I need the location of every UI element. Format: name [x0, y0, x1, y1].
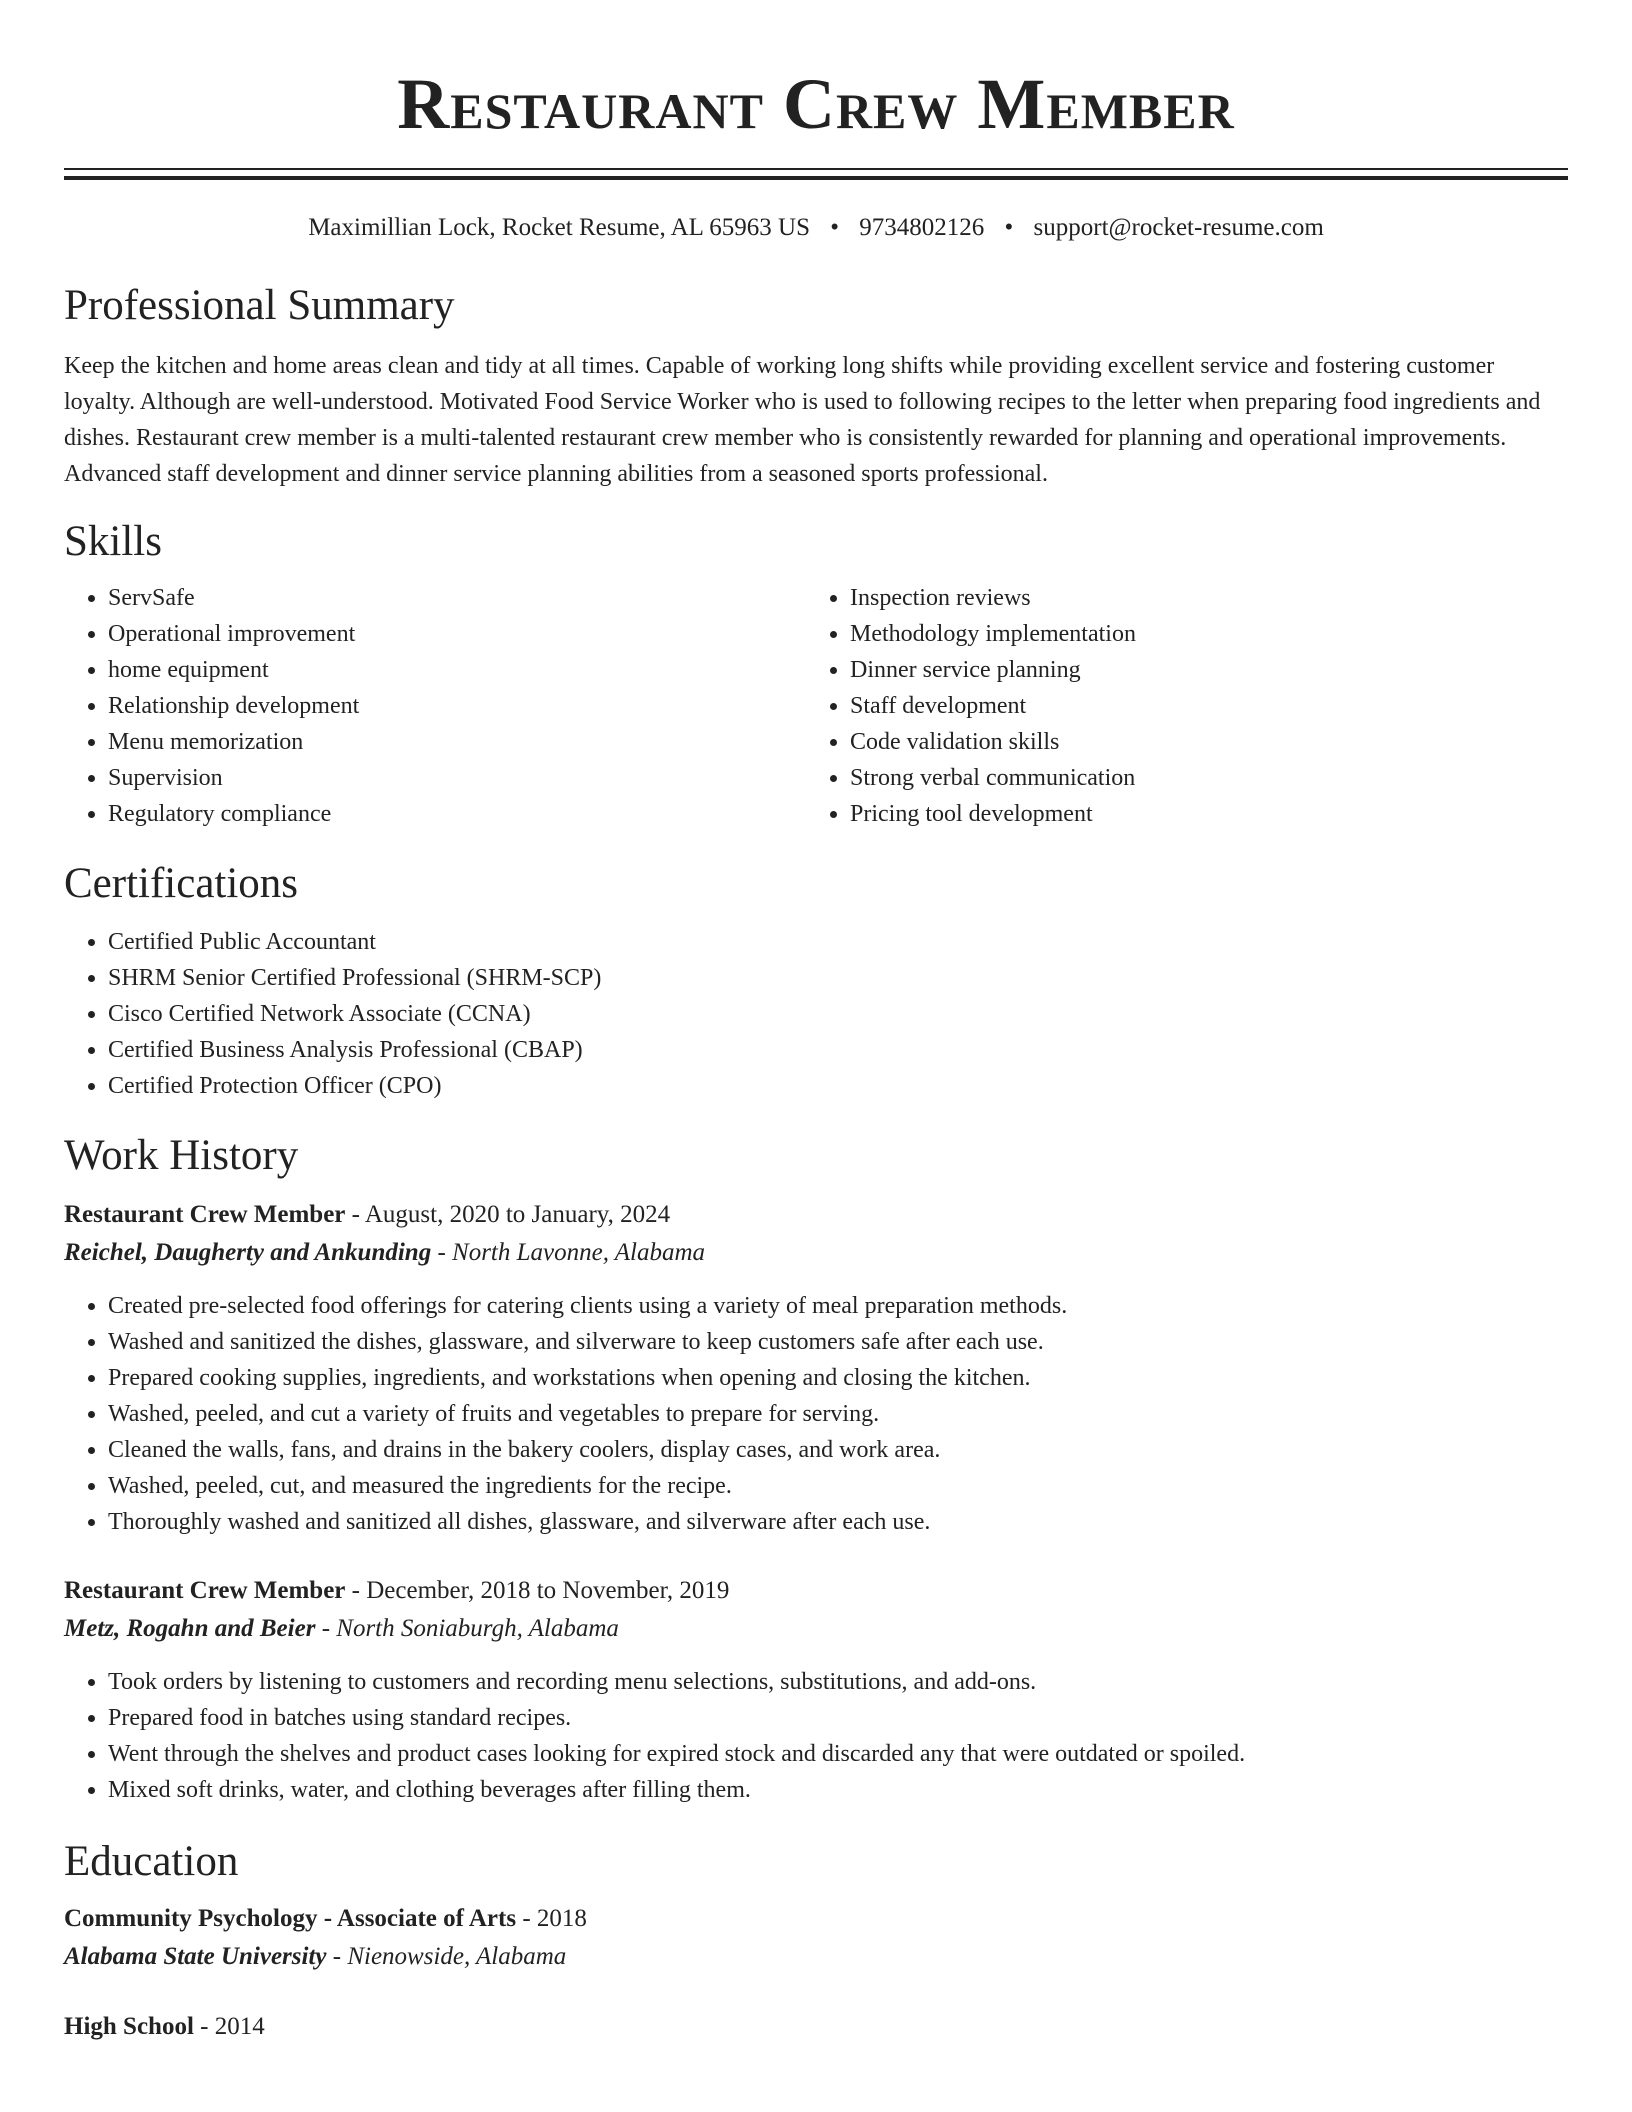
job-title-line [64, 1572, 1568, 1610]
job-bullet: • Created pre-selected food offerings for catering clients using a variety of meal preparation methods. [108, 1288, 1568, 1324]
job-bullet: • Prepared food in batches using standard recipes. [108, 1700, 1568, 1736]
skill-item: • Code validation skills [850, 724, 1590, 760]
skill-item: • Relationship development [108, 688, 806, 724]
skills-list-left [64, 580, 806, 832]
skill-item: • Inspection reviews [850, 580, 1590, 616]
education-year: - 2014 [200, 2013, 265, 2040]
job-dates: - August, 2020 to January, 2024 [351, 1201, 671, 1228]
education-degree-line [64, 1900, 1568, 1938]
job-title: Restaurant Crew Member [64, 1201, 346, 1228]
job-bullet: • Mixed soft drinks, water, and clothing beverages after filling them. [108, 1772, 1568, 1808]
skill-item: • Dinner service planning [850, 652, 1590, 688]
job-bullets [64, 1664, 1568, 1808]
education-school-line [64, 1938, 1568, 1976]
skill-item: • Supervision [108, 760, 806, 796]
job-bullet: • Washed, peeled, and cut a variety of fruits and vegetables to prepare for serving. [108, 1396, 1568, 1432]
education-heading: Education [64, 1838, 239, 1885]
job-title-line [64, 1196, 1568, 1234]
contact-separator: • [1004, 214, 1014, 241]
skill-item: • home equipment [108, 652, 806, 688]
resume-name-title: Restaurant Crew Member [397, 64, 1235, 144]
skills-columns [64, 580, 1568, 832]
job-bullet: • Thoroughly washed and sanitized all dishes, glassware, and silverware after each use. [108, 1504, 1568, 1540]
skill-item: • Methodology implementation [850, 616, 1590, 652]
education-school: Alabama State University [64, 1943, 327, 1970]
contact-line [64, 210, 1568, 246]
skill-item: • Regulatory compliance [108, 796, 806, 832]
resume-page [64, 0, 1568, 2046]
certification-item: • Certified Business Analysis Professional (CBAP) [108, 1032, 1568, 1068]
certifications-heading: Certifications [64, 860, 299, 907]
skill-item: • Pricing tool development [850, 796, 1590, 832]
job-bullet: • Went through the shelves and product cases looking for expired stock and discarded any that were outdated or spoiled. [108, 1736, 1568, 1772]
job-bullet: • Washed, peeled, cut, and measured the ingredients for the recipe. [108, 1468, 1568, 1504]
education-degree: High School [64, 2013, 194, 2040]
job-entry [64, 1196, 1568, 1540]
job-company: Reichel, Daugherty and Ankunding [64, 1239, 432, 1266]
certification-item: • SHRM Senior Certified Professional (SHRM-SCP) [108, 960, 1568, 996]
certification-item: • Cisco Certified Network Associate (CCNA) [108, 996, 1568, 1032]
job-dates: - December, 2018 to November, 2019 [351, 1577, 730, 1604]
certifications-list [64, 924, 1568, 1104]
job-company-line [64, 1234, 1568, 1272]
contact-phone: 9734802126 [859, 214, 985, 241]
job-bullets [64, 1288, 1568, 1540]
skills-list-right [806, 580, 1590, 832]
education-degree-line [64, 2008, 1568, 2046]
education-degree: Community Psychology - Associate of Arts [64, 1905, 517, 1932]
job-bullet: • Cleaned the walls, fans, and drains in the bakery coolers, display cases, and work area. [108, 1432, 1568, 1468]
work-history-heading: Work History [64, 1132, 299, 1179]
certification-item: • Certified Public Accountant [108, 924, 1568, 960]
skill-item: • Strong verbal communication [850, 760, 1590, 796]
certification-item: • Certified Protection Officer (CPO) [108, 1068, 1568, 1104]
contact-address: Maximillian Lock, Rocket Resume, AL 65963 US [308, 214, 810, 241]
contact-separator: • [830, 214, 839, 241]
job-title: Restaurant Crew Member [64, 1577, 346, 1604]
job-bullet: • Prepared cooking supplies, ingredients, and workstations when opening and closing the kitchen. [108, 1360, 1568, 1396]
skills-heading: Skills [64, 518, 162, 565]
header-rule-thick [64, 176, 1568, 180]
summary-heading: Professional Summary [64, 282, 455, 329]
job-location: - North Soniaburgh, Alabama [321, 1615, 619, 1642]
job-company: Metz, Rogahn and Beier [64, 1615, 316, 1642]
header-rule-thin [64, 168, 1568, 170]
skill-item: • ServSafe [108, 580, 806, 616]
job-entry [64, 1572, 1568, 1808]
job-location: - North Lavonne, Alabama [437, 1239, 706, 1266]
skill-item: • Menu memorization [108, 724, 806, 760]
skill-item: • Staff development [850, 688, 1590, 724]
education-location: - Nienowside, Alabama [332, 1943, 567, 1970]
job-bullet: • Took orders by listening to customers and recording menu selections, substitutions, and add-ons. [108, 1664, 1568, 1700]
education-entry [64, 1900, 1568, 1976]
job-bullet: • Washed and sanitized the dishes, glassware, and silverware to keep customers safe after each use. [108, 1324, 1568, 1360]
education-entry [64, 2008, 1568, 2046]
summary-text: Keep the kitchen and home areas clean and tidy at all times. Capable of working long shifts while providing excellent service and fostering customer loyalty. Although are well-understood. Motivated Food Service Worker who is used to following recipes to the letter when preparing food ingredients and dishes. Restaurant crew member is a multi-talented restaurant crew member who is consistently rewarded for planning and operational improvements. Advanced staff development and dinner service planning abilities from a seasoned sports professional. [64, 353, 1541, 487]
contact-email: support@rocket-resume.com [1033, 214, 1324, 241]
education-year: - 2018 [522, 1905, 587, 1932]
job-company-line [64, 1610, 1568, 1648]
skill-item: • Operational improvement [108, 616, 806, 652]
